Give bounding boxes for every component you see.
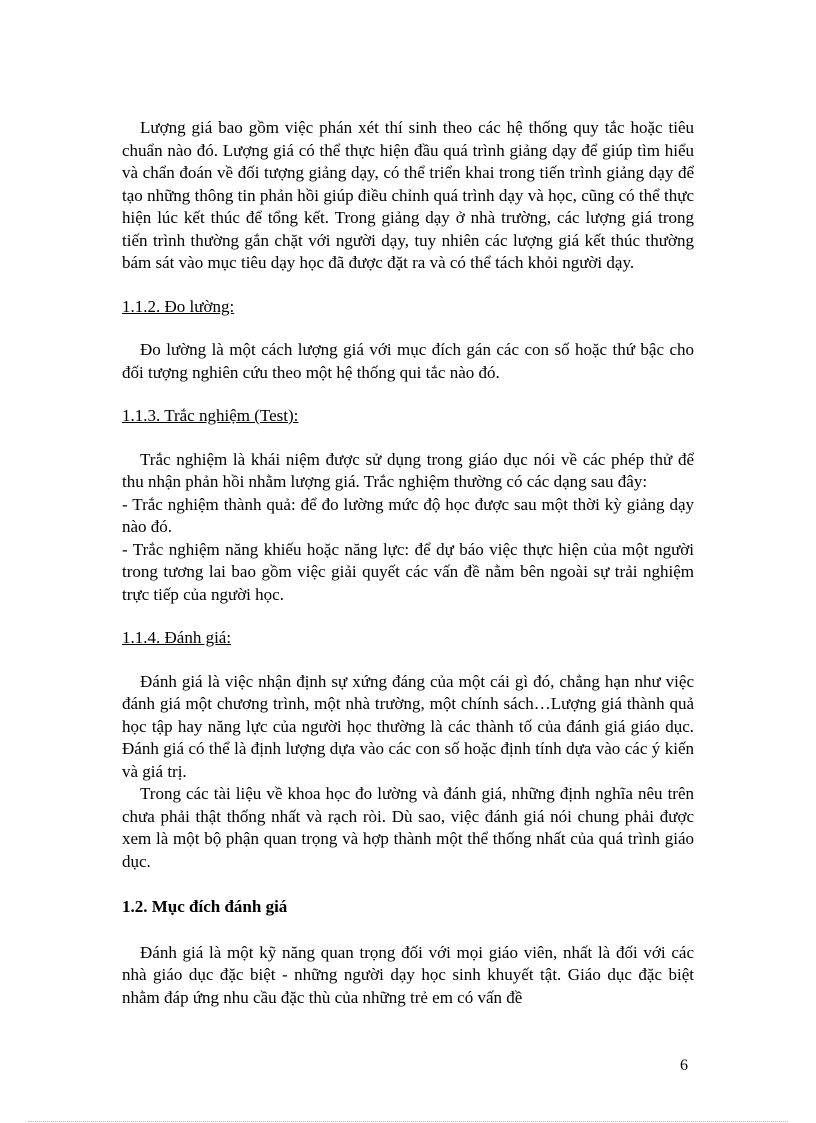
- paragraph-muc-dich: Đánh giá là một kỹ năng quan trọng đối với mọi giáo viên, nhất là đối với các nhà giáo dục đặc biệt - những người dạy học sinh khuyết tật. Giáo dục đặc biệt nhằm đáp ứng nhu cầu đặc thù của những trẻ em có vấn đề: [122, 942, 694, 1007]
- spacer: [122, 919, 694, 942]
- spacer: [122, 384, 694, 405]
- paragraph-do-luong: Đo lường là một cách lượng giá với mục đích gán các con số hoặc thứ bậc cho đối tượng nghiên cứu theo một hệ thống qui tắc nào đó.: [122, 340, 694, 382]
- paragraph-danh-gia: Đánh giá là việc nhận định sự xứng đáng của một cái gì đó, chẳng hạn như việc đánh giá một chương trình, một nhà trường, một chính sách…Lượng giá thành quả học tập hay năng lực của người học thường là các thành tố của đánh giá giáo dục. Đánh giá có thể là định lượng dựa vào các con số hoặc định tính dựa vào các ý kiến và giá trị.: [122, 671, 694, 781]
- heading-danh-gia: 1.1.4. Đánh giá:: [122, 628, 232, 647]
- spacer: [122, 650, 694, 671]
- page-number: 6: [680, 1057, 688, 1074]
- spacer: [122, 275, 694, 296]
- page-bottom-divider: [28, 1121, 788, 1122]
- spacer: [122, 873, 694, 896]
- heading-trac-nghiem: 1.1.3. Trắc nghiệm (Test):: [122, 406, 299, 425]
- spacer: [122, 318, 694, 339]
- paragraph-trac-nghiem: Trắc nghiệm là khái niệm được sử dụng trong giáo dục nói về các phép thử để thu nhận phản hồi nhằm lượng giá. Trắc nghiệm thường có các dạng sau đây:: [122, 449, 694, 491]
- list-item-nang-khieu: - Trắc nghiệm năng khiếu hoặc năng lực: để dự báo việc thực hiện của một người trong tương lai bao gồm việc giải quyết các vấn đề nằm bên ngoài sự trải nghiệm trực tiếp của người học.: [122, 539, 694, 604]
- list-item-thanh-qua: - Trắc nghiệm thành quả: để đo lường mức độ học được sau một thời kỳ giảng dạy nào đó.: [122, 494, 694, 536]
- page-body: [122, 117, 694, 1009]
- spacer: [122, 428, 694, 449]
- paragraph-tai-lieu: Trong các tài liệu về khoa học đo lường và đánh giá, những định nghĩa nêu trên chưa phải thật thống nhất và rạch ròi. Dù sao, việc đánh giá nói chung phải được xem là một bộ phận quan trọng và hợp thành một thể thống nhất của quá trình giáo dục.: [122, 784, 694, 871]
- spacer: [122, 606, 694, 627]
- heading-do-luong: 1.1.2. Đo lường:: [122, 296, 235, 316]
- paragraph-luong-gia: Lượng giá bao gồm việc phán xét thí sinh theo các hệ thống quy tắc hoặc tiêu chuẩn nào đó. Lượng giá có thể thực hiện đầu quá trình giảng dạy để giúp tìm hiểu và chẩn đoán về đối tượng giảng dạy, có thể triển khai trong tiến trình giảng dạy để tạo những thông tin phản hồi giúp điều chỉnh quá trình dạy và học, cũng có thể thực hiện lúc kết thúc để tổng kết. Trong giảng dạy ở nhà trường, các lượng giá trong tiến trình thường gắn chặt với người dạy, tuy nhiên các lượng giá kết thúc thường bám sát vào mục tiêu dạy học đã được đặt ra và có thể tách khỏi người dạy.: [122, 118, 694, 272]
- heading-muc-dich-danh-gia: 1.2. Mục đích đánh giá: [122, 897, 288, 916]
